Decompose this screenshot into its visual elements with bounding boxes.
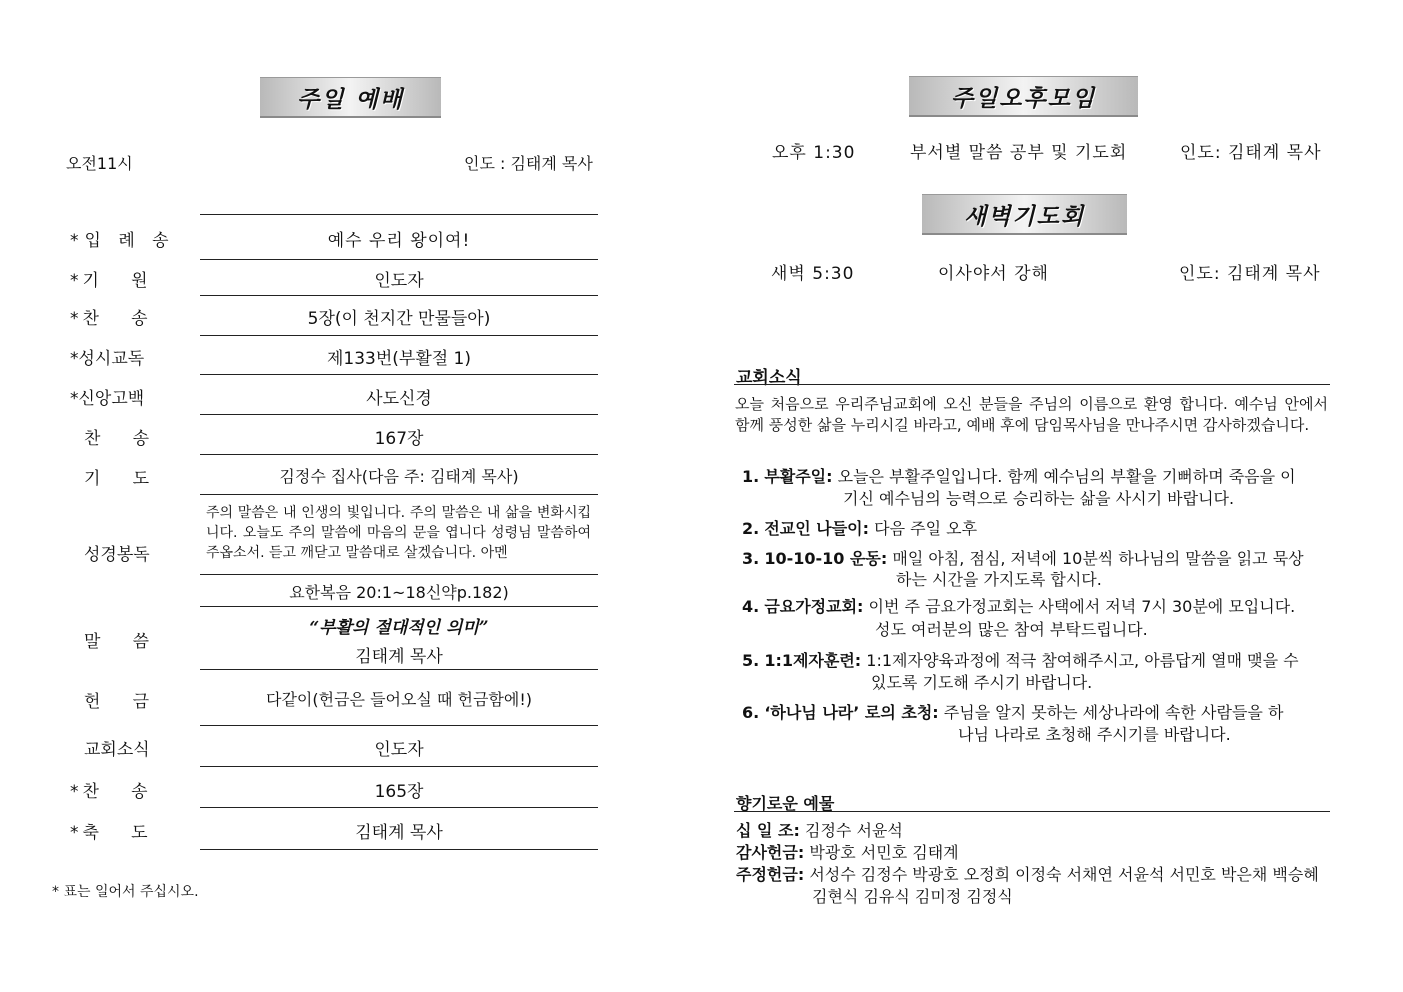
order-value: 사도신경 <box>366 389 432 409</box>
news-item-title: 1:1제자훈련: <box>764 651 862 670</box>
order-label: 성경봉독 <box>84 545 150 565</box>
order-label: 말 씀 <box>84 632 154 652</box>
news-item-cont: 있도록 기도해 주시기 바랍니다. <box>871 673 1093 692</box>
worship-title: 주일 예배 <box>297 85 404 113</box>
news-item <box>742 596 1295 617</box>
offering-label: 주정헌금: <box>736 865 805 884</box>
order-label: *성시교독 <box>70 349 145 369</box>
order-label: 헌 금 <box>84 692 154 712</box>
order-label: 교회소식 <box>84 740 150 760</box>
order-rule <box>200 725 598 726</box>
order-rule <box>200 414 598 415</box>
order-rule <box>200 214 598 215</box>
news-item-line: 1:1제자양육과정에 적극 참여해주시고, 아름답게 열매 맺을 수 <box>866 651 1299 670</box>
news-item-line: 다음 주일 오후 <box>874 519 978 538</box>
news-item-cont: 성도 여러분의 많은 참여 부탁드립니다. <box>875 620 1148 639</box>
order-label: 찬 송 <box>84 429 154 449</box>
offering-title: 향기로운 예물 <box>736 794 835 813</box>
order-rule <box>200 766 598 767</box>
offering-names: 김정수 서윤석 <box>805 821 903 840</box>
news-item-line: 매일 아침, 점심, 저녁에 10분씩 하나님의 말씀을 읽고 묵상 <box>892 549 1304 568</box>
offering-names: 서성수 김정수 박광호 오정희 이정숙 서채연 서윤석 서민호 박은채 백승혜 <box>809 865 1319 884</box>
news-intro: 오늘 처음으로 우리주님교회에 오신 분들을 주님의 이름으로 환영 합니다. 예수님 안에서 함께 풍성한 삶을 누리시길 바라고, 예배 후에 담임목사님을 만나주시면 감사하겠습니다. <box>735 395 1328 434</box>
order-rule <box>200 335 598 336</box>
service-time: 오전11시 <box>66 154 133 173</box>
order-label: *입 례 송 <box>70 231 175 251</box>
dawn-title: 새벽기도회 <box>963 202 1086 230</box>
offering-rule <box>734 811 1330 812</box>
afternoon-title: 주일오후모임 <box>950 84 1097 112</box>
order-label: *기 원 <box>70 271 152 291</box>
order-rule <box>200 454 598 455</box>
order-rule <box>200 259 598 260</box>
news-item-cont: 기신 예수님의 능력으로 승리하는 삶을 사시기 바랍니다. <box>843 489 1235 508</box>
standing-footnote: * 표는 일어서 주십시오. <box>52 884 199 900</box>
sermon-preacher: 김태계 목사 <box>355 647 443 667</box>
order-rule <box>200 574 598 575</box>
dawn-title-banner <box>922 194 1127 235</box>
order-label: *축 도 <box>70 823 152 843</box>
offering-row <box>736 840 959 863</box>
order-value: 다같이(헌금은 들어오실 때 헌금함에!) <box>266 690 532 709</box>
news-item <box>742 518 977 539</box>
order-value: 인도자 <box>374 740 424 760</box>
order-label: *찬 송 <box>70 309 152 329</box>
news-item <box>742 650 1299 671</box>
order-value: 제133번(부활절 1) <box>326 349 472 369</box>
order-rule <box>200 374 598 375</box>
order-rule <box>200 494 598 495</box>
scripture-prayer: 주의 말씀은 내 인생의 빛입니다. 주의 말씀은 내 삶을 변화시킵니다. 오늘도 주의 말씀에 마음의 문을 엽니다 성령님 말씀하여 주옵소서. 듣고 깨닫고 말씀대로 살겠습니다. 아멘 <box>206 505 591 561</box>
news-num: 6. <box>742 703 760 722</box>
news-item-title: ‘하나님 나라’ 로의 초청: <box>764 703 939 722</box>
news-item-title: 전교인 나들이: <box>764 519 870 538</box>
offering-row <box>736 818 903 841</box>
order-rule <box>200 849 598 850</box>
order-value: 167장 <box>374 429 424 449</box>
order-value: 김정수 집사(다음 주: 김태계 목사) <box>279 467 519 486</box>
news-num: 4. <box>742 597 760 616</box>
afternoon-leader: 인도: 김태계 목사 <box>1180 143 1322 163</box>
scripture-reference: 요한복음 20:1~18신약p.182) <box>289 583 509 602</box>
order-rule <box>200 295 598 296</box>
order-value: 165장 <box>374 782 424 802</box>
news-num: 1. <box>742 467 760 486</box>
news-item <box>742 702 1283 723</box>
order-value: 김태계 목사 <box>355 823 443 843</box>
order-label: *찬 송 <box>70 782 152 802</box>
offering-row <box>736 862 1319 885</box>
news-item <box>742 548 1304 569</box>
dawn-time: 새벽 5:30 <box>771 264 855 284</box>
order-value: 인도자 <box>374 271 424 291</box>
news-item-cont: 하는 시간을 가지도록 합시다. <box>896 570 1102 589</box>
offering-label: 감사헌금: <box>736 843 805 862</box>
order-label: 기 도 <box>84 469 154 489</box>
afternoon-desc: 부서별 말씀 공부 및 기도회 <box>910 143 1128 163</box>
news-item-title: 10-10-10 운동: <box>764 549 888 568</box>
dawn-leader: 인도: 김태계 목사 <box>1179 264 1321 284</box>
news-item-title: 금요가정교회: <box>764 597 864 616</box>
service-leader: 인도 : 김태계 목사 <box>464 154 593 173</box>
dawn-desc: 이사야서 강해 <box>938 264 1049 284</box>
news-num: 5. <box>742 651 760 670</box>
news-num: 2. <box>742 519 760 538</box>
news-rule <box>734 384 1330 385</box>
offering-label: 십 일 조: <box>736 821 800 840</box>
afternoon-title-banner <box>909 76 1138 117</box>
order-rule <box>200 606 598 607</box>
news-num: 3. <box>742 549 760 568</box>
news-item <box>742 466 1328 487</box>
order-value: 5장(이 천지간 만물들아) <box>307 309 491 329</box>
news-item-line: 주님을 알지 못하는 세상나라에 속한 사람들을 하 <box>943 703 1284 722</box>
worship-title-banner <box>260 77 441 118</box>
order-label: *신앙고백 <box>70 389 145 409</box>
news-item-title: 부활주일: <box>764 467 833 486</box>
order-value: 예수 우리 왕이여! <box>327 231 471 251</box>
news-item-line: 오늘은 부활주일입니다. 함께 예수님의 부활을 기뻐하며 죽음을 이 <box>837 467 1296 486</box>
sermon-title: “부활의 절대적인 의미” <box>309 618 489 638</box>
news-item-line: 이번 주 금요가정교회는 사택에서 저녁 7시 30분에 모입니다. <box>868 597 1296 616</box>
afternoon-time: 오후 1:30 <box>772 143 856 163</box>
news-item-cont: 나님 나라로 초청해 주시기를 바랍니다. <box>958 725 1231 744</box>
order-rule <box>200 807 598 808</box>
offering-names: 박광호 서민호 김태계 <box>809 843 959 862</box>
news-title: 교회소식 <box>736 368 802 388</box>
order-rule <box>200 669 598 670</box>
offering-names-cont: 김현식 김유식 김미정 김정식 <box>812 887 1013 906</box>
